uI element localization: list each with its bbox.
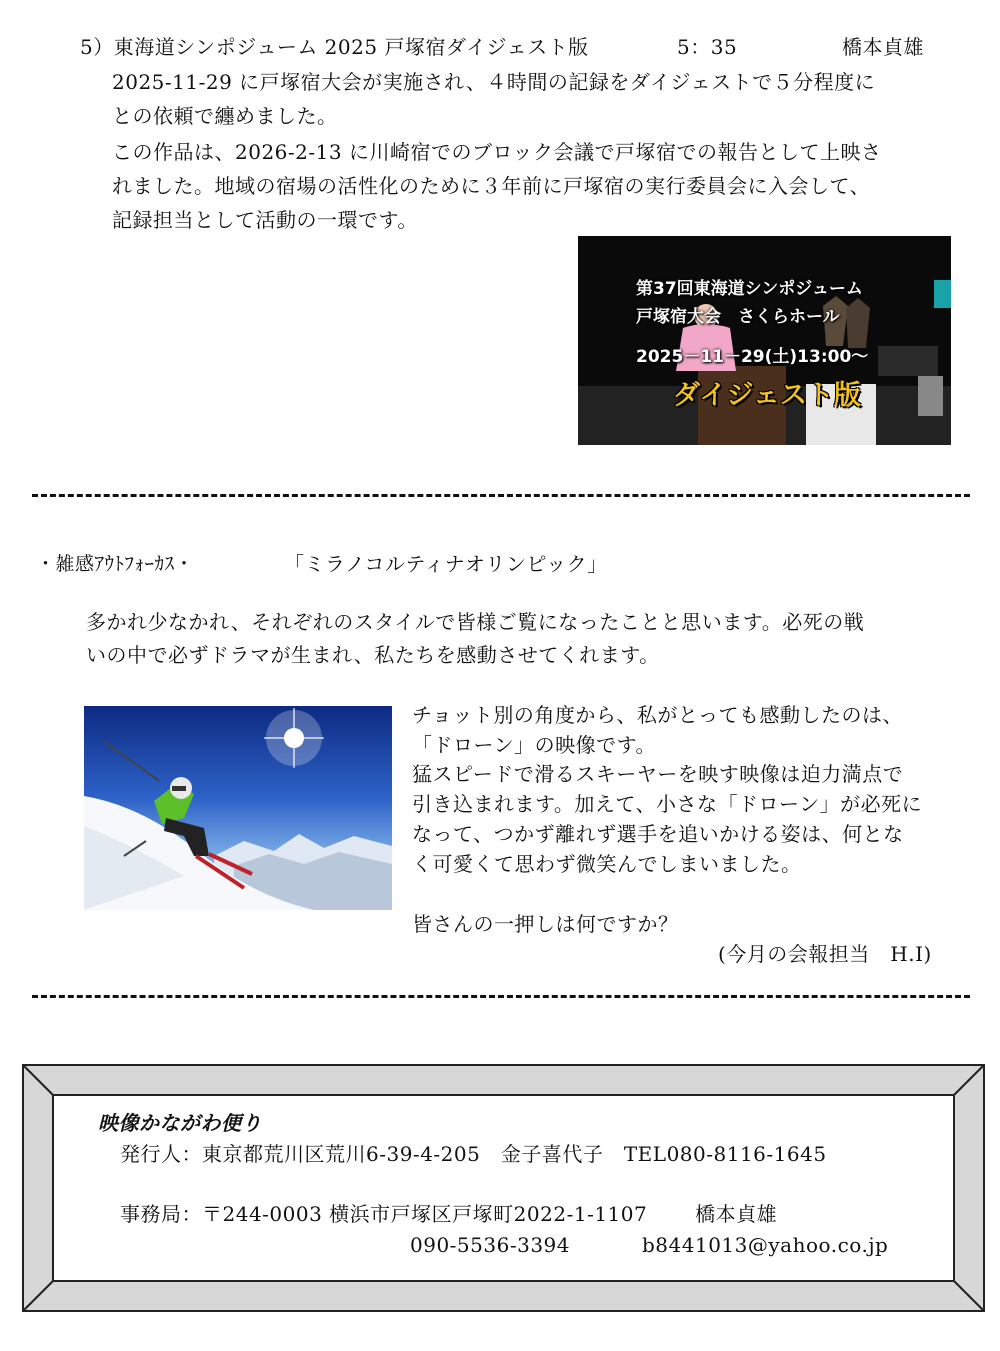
thumbnail-line-2: 戸塚宿大会 さくらホール: [636, 307, 840, 327]
item5-author: 橋本貞雄: [842, 35, 924, 59]
item5-duration: 5：35: [677, 35, 738, 59]
item5-line-3: この作品は、2026-2-13 に川崎宿でのブロック会議で戸塚宿での報告として上映さ: [112, 140, 882, 164]
essay-body-2: 「ドローン」の映像です。: [412, 733, 656, 757]
essay-body-1: チョット別の角度から、私がとっても感動したのは、: [412, 703, 903, 727]
item5-line-4: れました。地域の宿場の活性化のために３年前に戸塚宿の実行委員会に入会して、: [112, 174, 871, 198]
essay-body-4: 引き込まれます。加えて、小さな「ドローン」が必死に: [412, 792, 923, 816]
footer-publisher: 発行人：東京都荒川区荒川6-39-4-205 金子喜代子 TEL080-8116-1645: [120, 1142, 827, 1166]
skier-photo: [84, 706, 392, 910]
footer-phone: 090-5536-3394: [410, 1233, 570, 1257]
skier-scene: [84, 706, 392, 910]
section-divider: [32, 995, 970, 998]
footer-email[interactable]: b8441013@yahoo.co.jp: [642, 1233, 889, 1257]
essay-intro-1: 多かれ少なかれ、それぞれのスタイルで皆様ご覧になったことと思います。必死の戦: [86, 610, 865, 634]
thumbnail-line-3: 2025－11－29(土)13:00～: [636, 347, 869, 367]
essay-body-6: く可愛くて思わず微笑んでしまいました。: [412, 852, 802, 876]
item5-line-1: 2025-11-29 に戸塚宿大会が実施され、４時間の記録をダイジェストで５分程度に: [112, 70, 876, 94]
essay-closing: 皆さんの一押しは何ですか？: [412, 912, 679, 936]
footer-office: 事務局：〒244-0003 横浜市戸塚区戸塚町2022-1-1107 橋本貞雄: [120, 1202, 778, 1226]
item5-heading: 5）東海道シンポジューム 2025 戸塚宿ダイジェスト版: [80, 35, 589, 59]
item5-line-5: 記録担当として活動の一環です。: [112, 208, 418, 232]
essay-title: 「ミラノコルティナオリンピック」: [284, 552, 608, 576]
section-divider: [32, 494, 970, 497]
thumbnail-digest-badge: ダイジェスト版: [673, 380, 861, 411]
stage-scene: [578, 236, 951, 445]
video-thumbnail: [578, 236, 951, 445]
essay-section-label: ・雑感ｱｳﾄﾌｫｰｶｽ・: [36, 553, 195, 575]
footer-title: 映像かながわ便り: [98, 1111, 262, 1135]
essay-body-5: なって、つかず離れず選手を追いかける姿は、何とな: [412, 822, 904, 846]
essay-body-3: 猛スピードで滑るスキーヤーを映す映像は迫力満点で: [412, 762, 904, 786]
essay-intro-2: いの中で必ずドラマが生まれ、私たちを感動させてくれます。: [86, 643, 660, 667]
item5-line-2: との依頼で纏めました。: [112, 104, 338, 128]
thumbnail-line-1: 第37回東海道シンポジューム: [636, 279, 863, 299]
essay-signature: (今月の会報担当 H.I): [718, 942, 932, 966]
